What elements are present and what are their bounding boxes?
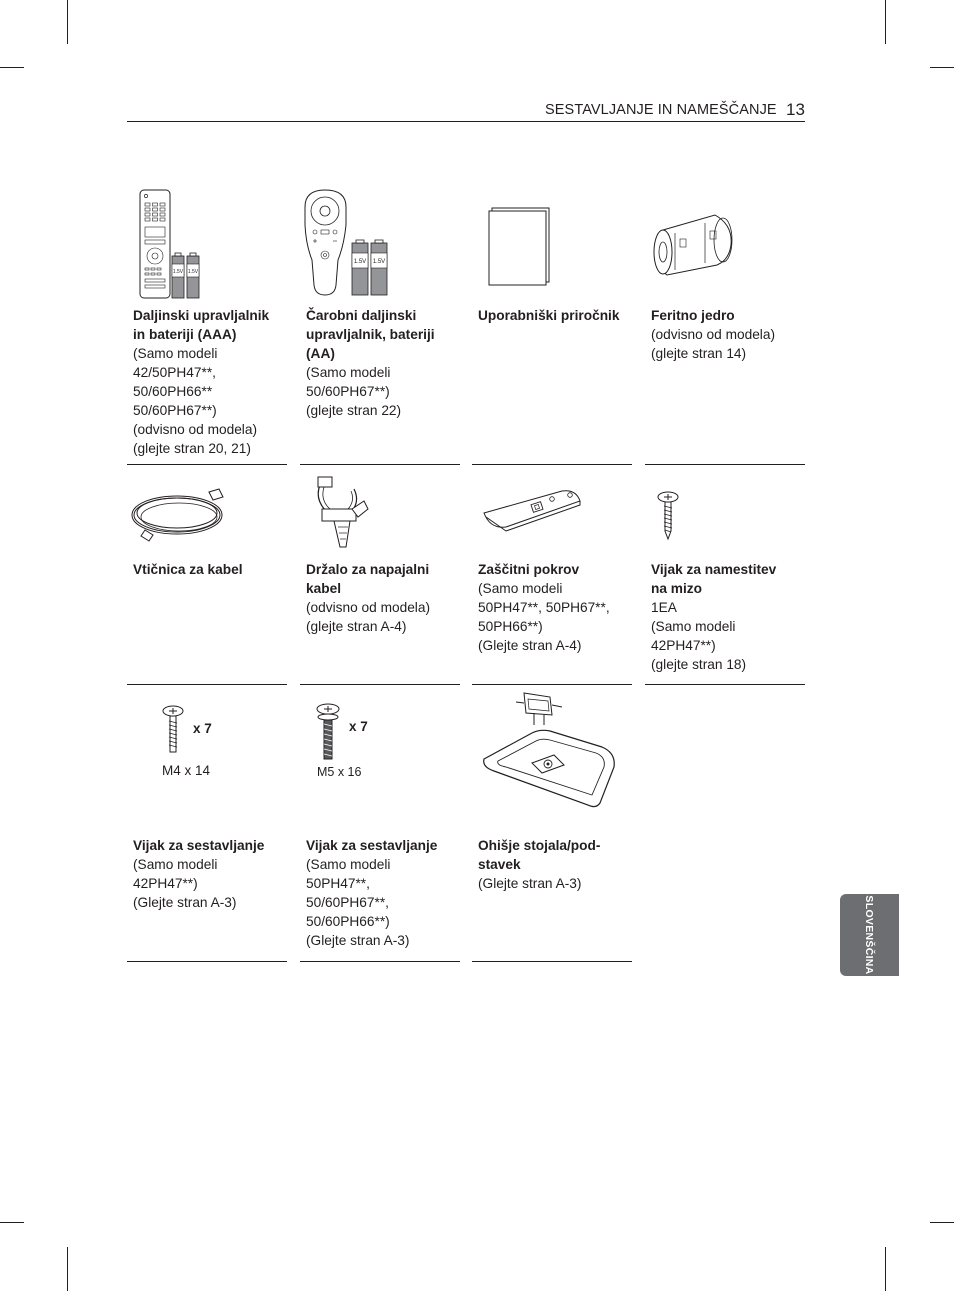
cable-holder-icon xyxy=(300,465,460,560)
screw-m5-icon xyxy=(300,685,460,760)
item-details: (Samo modeli 42/50PH47**, 50/60PH66** 50/60PH67**) (odvisno od modela) (glejte stran 20, 21) xyxy=(133,346,258,456)
battery-label: 1.5V xyxy=(172,269,184,275)
item-title: Vijak za sestavljanje xyxy=(133,838,265,853)
item-caption xyxy=(306,306,462,420)
battery-label: 1.5V xyxy=(353,259,367,265)
battery-label: 1.5V xyxy=(372,259,386,265)
crop-mark xyxy=(67,1247,68,1291)
section-title: SESTAVLJANJE IN NAMEŠČANJE xyxy=(545,102,777,118)
ferrite-core-icon xyxy=(645,185,805,300)
item-ferrite-core xyxy=(645,185,805,465)
stand-body-and-base-icon xyxy=(472,685,632,810)
quantity-label: x 7 xyxy=(193,721,212,736)
item-title: Vijak za sestavljanje xyxy=(306,838,438,853)
size-label: M5 x 16 xyxy=(317,765,362,779)
item-rule xyxy=(300,961,460,962)
power-cord-icon xyxy=(127,465,287,555)
item-details: (Samo modeli 50PH47**, 50PH67**, 50PH66**) (Glejte stran A-4) xyxy=(478,581,610,653)
language-tab xyxy=(840,894,899,976)
crop-mark xyxy=(930,1222,954,1223)
desk-screw-icon xyxy=(645,465,805,555)
item-user-manual xyxy=(472,185,632,465)
item-assembly-screw-m5 xyxy=(300,685,460,962)
item-assembly-screw-m4 xyxy=(127,685,287,962)
item-title: Ohišje stojala/pod- stavek xyxy=(478,838,601,872)
item-caption xyxy=(478,560,634,655)
item-rule xyxy=(127,961,287,962)
item-details: (Samo modeli 50PH47**, 50/60PH67**, 50/60PH66**) (Glejte stran A-3) xyxy=(306,857,410,948)
item-magic-remote xyxy=(300,185,460,465)
item-caption xyxy=(133,836,289,912)
item-rule xyxy=(645,684,805,685)
item-caption xyxy=(651,560,807,674)
remote-control-with-batteries-icon xyxy=(127,185,287,300)
item-remote-control xyxy=(127,185,287,465)
item-protective-cover xyxy=(472,465,632,685)
crop-mark xyxy=(885,1247,886,1291)
item-title: Feritno jedro xyxy=(651,308,735,323)
page-number: 13 xyxy=(786,100,805,119)
protective-cover-icon xyxy=(472,465,632,555)
size-label: M4 x 14 xyxy=(162,763,211,778)
header-rule xyxy=(127,121,805,122)
manual-book-icon xyxy=(472,185,632,300)
crop-mark xyxy=(0,1222,24,1223)
item-title: Zaščitni pokrov xyxy=(478,562,580,577)
item-stand-body-base xyxy=(472,685,632,962)
item-details: (Glejte stran A-3) xyxy=(478,876,582,891)
item-caption xyxy=(306,836,462,950)
crop-mark xyxy=(67,0,68,44)
language-tab-label: SLOVENŠČINA xyxy=(863,895,875,975)
item-power-cord xyxy=(127,465,287,685)
item-caption xyxy=(133,306,289,458)
item-caption xyxy=(478,306,634,325)
item-details: (odvisno od modela) (glejte stran 14) xyxy=(651,327,776,361)
item-details: (odvisno od modela) (glejte stran A-4) xyxy=(306,600,431,634)
item-title: Vijak za namestitev na mizo xyxy=(651,562,777,596)
item-details: (Samo modeli 50/60PH67**) (glejte stran 22) xyxy=(306,365,402,418)
item-caption xyxy=(478,836,634,893)
crop-mark xyxy=(930,67,954,68)
item-caption xyxy=(651,306,807,363)
item-title: Uporabniški priročnik xyxy=(478,308,620,323)
item-rule xyxy=(472,961,632,962)
magic-remote-with-batteries-icon xyxy=(300,185,460,300)
item-caption xyxy=(133,560,289,579)
item-desk-screw xyxy=(645,465,805,685)
item-details: (Samo modeli 42PH47**) (Glejte stran A-3) xyxy=(133,857,237,910)
item-details: 1EA (Samo modeli 42PH47**) (glejte stran 18) xyxy=(651,600,747,672)
item-title: Držalo za napajalni kabel xyxy=(306,562,430,596)
item-title: Daljinski upravljalnik in bateriji (AAA) xyxy=(133,308,270,342)
item-cable-holder xyxy=(300,465,460,685)
item-title: Vtičnica za kabel xyxy=(133,562,243,577)
item-title: Čarobni daljinski upravljalnik, bateriji (AA) xyxy=(306,308,435,361)
crop-mark xyxy=(885,0,886,44)
item-caption xyxy=(306,560,462,636)
battery-label: 1.5V xyxy=(187,269,199,275)
crop-mark xyxy=(0,67,24,68)
quantity-label: x 7 xyxy=(349,719,368,734)
